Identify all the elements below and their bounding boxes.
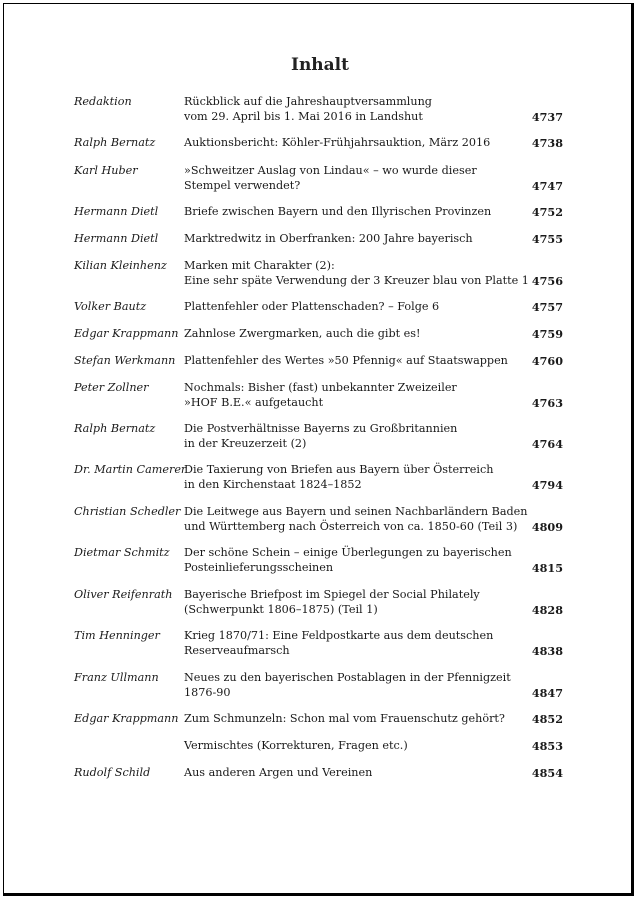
toc-title-line: »HOF B.E.« aufgetaucht — [184, 395, 324, 409]
toc-title-line: Die Leitwege aus Bayern und seinen Nachbarländern Baden — [184, 505, 528, 518]
toc-title — [184, 766, 524, 781]
toc-title-line: Aus anderen Argen und Vereinen — [184, 766, 373, 779]
toc-title — [184, 671, 524, 700]
toc-title-line: Marken mit Charakter (2): — [184, 259, 335, 272]
toc-title — [184, 354, 524, 369]
toc-title — [184, 546, 524, 575]
toc-title-line: Stempel verwendet? — [184, 178, 301, 192]
toc-title-line: Neues zu den bayerischen Postablagen in der Pfennigzeit — [184, 671, 511, 684]
toc-title — [184, 164, 524, 193]
toc-page-number: 4764 — [531, 436, 563, 451]
toc-title-line: Die Postverhältnisse Bayerns zu Großbritannien — [184, 422, 458, 435]
toc-page-number: 4794 — [531, 477, 563, 492]
toc-author: Dietmar Schmitz — [74, 546, 170, 559]
toc-page-number: 4756 — [531, 273, 563, 288]
toc-title-line: Bayerische Briefpost im Spiegel der Social Philately — [184, 588, 480, 601]
toc-author: Stefan Werkmann — [74, 354, 176, 367]
toc-title-line: »Schweitzer Auslag von Lindau« – wo wurde dieser — [184, 164, 477, 177]
toc-page-number: 4854 — [531, 766, 563, 780]
toc-title — [184, 300, 524, 315]
toc-title — [184, 588, 524, 617]
toc-page-number: 4759 — [531, 327, 563, 341]
toc-author: Ralph Bernatz — [74, 136, 156, 149]
toc-title — [184, 712, 524, 727]
toc-title-line: in der Kreuzerzeit (2) — [184, 436, 307, 450]
toc-title-line: Die Taxierung von Briefen aus Bayern über Österreich — [184, 463, 494, 476]
toc-author: Hermann Dietl — [74, 232, 159, 245]
toc-title — [184, 95, 524, 124]
toc-title-line: Krieg 1870/71: Eine Feldpostkarte aus dem deutschen — [184, 629, 494, 642]
toc-author: Christian Schedler — [74, 505, 181, 518]
toc-title — [184, 629, 524, 658]
toc-page-number: 4738 — [531, 136, 563, 150]
toc-title-line: (Schwerpunkt 1806–1875) (Teil 1) — [184, 602, 378, 616]
toc-page-number: 4755 — [531, 232, 563, 246]
toc-title-line: Briefe zwischen Bayern und den Illyrischen Provinzen — [184, 205, 492, 218]
toc-author: Volker Bautz — [74, 300, 147, 313]
toc-title — [184, 136, 524, 151]
toc-author: Tim Henninger — [74, 629, 160, 642]
toc-author: Rudolf Schild — [74, 766, 151, 779]
toc-author: Franz Ullmann — [74, 671, 159, 684]
toc-title — [184, 739, 524, 754]
toc-title-line: Plattenfehler oder Plattenschaden? – Folge 6 — [184, 300, 440, 313]
toc-title-line: Posteinlieferungsscheinen — [184, 560, 334, 574]
toc-page-number: 4747 — [531, 178, 563, 193]
toc-author: Edgar Krappmann — [74, 712, 179, 725]
toc-title-line: Zum Schmunzeln: Schon mal vom Frauenschutz gehört? — [184, 712, 505, 725]
toc-page-number: 4815 — [531, 560, 563, 575]
toc-title — [184, 463, 524, 492]
toc-page-number: 4737 — [531, 109, 563, 124]
toc-title — [184, 205, 524, 220]
toc-author: Kilian Kleinhenz — [74, 259, 167, 272]
toc-title — [184, 422, 524, 451]
toc-author: Peter Zollner — [74, 381, 149, 394]
toc-title — [184, 505, 528, 534]
toc-title-line: Zahnlose Zwergmarken, auch die gibt es! — [184, 327, 421, 340]
toc-title-line: in den Kirchenstaat 1824–1852 — [184, 477, 362, 491]
toc-title-line: Reserveaufmarsch — [184, 643, 290, 657]
toc-title — [184, 381, 524, 410]
toc-page-number: 4828 — [531, 602, 563, 617]
toc-page-number: 4853 — [531, 739, 563, 753]
toc-title-line: Rückblick auf die Jahreshauptversammlung — [184, 95, 432, 108]
toc-author: Dr. Martin Camerer — [74, 463, 187, 476]
toc-title-line: Nochmals: Bisher (fast) unbekannter Zweizeiler — [184, 381, 457, 394]
toc-author: Oliver Reifenrath — [74, 588, 173, 601]
toc-title-line: Eine sehr späte Verwendung der 3 Kreuzer blau von Platte 1 — [184, 273, 529, 287]
toc-page-number: 4752 — [531, 205, 563, 219]
page-title: Inhalt — [291, 55, 349, 75]
toc-author: Edgar Krappmann — [74, 327, 179, 340]
toc-title-line: vom 29. April bis 1. Mai 2016 in Landshut — [184, 109, 423, 123]
toc-author: Karl Huber — [74, 164, 138, 177]
toc-page-number: 4847 — [531, 685, 563, 700]
toc-page-number: 4809 — [531, 519, 563, 534]
toc-author: Ralph Bernatz — [74, 422, 156, 435]
toc-title — [184, 259, 529, 288]
toc-title-line: Vermischtes (Korrekturen, Fragen etc.) — [184, 739, 408, 752]
toc-title-line: Marktredwitz in Oberfranken: 200 Jahre bayerisch — [184, 232, 473, 245]
toc-author: Hermann Dietl — [74, 205, 159, 218]
toc-title — [184, 327, 524, 342]
toc-title — [184, 232, 524, 247]
toc-title-line: Der schöne Schein – einige Überlegungen zu bayerischen — [184, 546, 512, 559]
toc-page-number: 4852 — [531, 712, 563, 726]
toc-page-number: 4757 — [531, 300, 563, 314]
toc-title-line: Auktionsbericht: Köhler-Frühjahrsauktion, März 2016 — [184, 136, 491, 149]
toc-page-number: 4838 — [531, 643, 563, 658]
toc-author: Redaktion — [74, 95, 132, 108]
toc-page-number: 4760 — [531, 354, 563, 368]
toc-page-number: 4763 — [531, 395, 563, 410]
toc-title-line: und Württemberg nach Österreich von ca. 1850-60 (Teil 3) — [184, 519, 518, 533]
toc-title-line: Plattenfehler des Wertes »50 Pfennig« auf Staatswappen — [184, 354, 508, 367]
toc-title-line: 1876-90 — [184, 685, 231, 699]
